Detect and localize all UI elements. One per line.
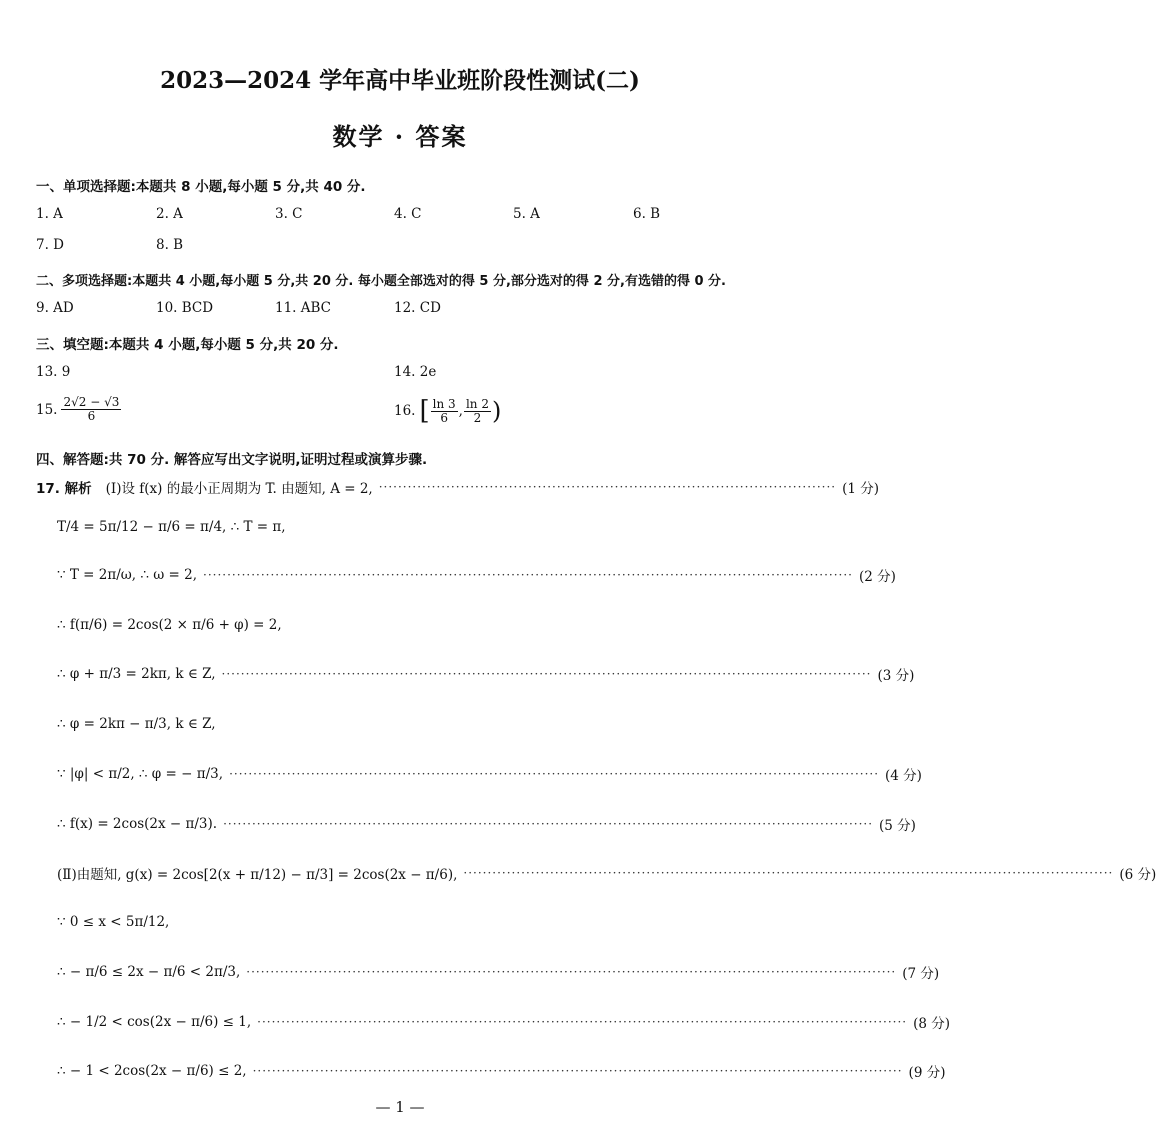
solution-text: (Ⅰ)设 f(x) 的最小正周期为 T. 由题知, A = 2,	[105, 481, 373, 497]
solution-text: ∵ |φ| < π/2, ∴ φ = − π/3,	[57, 766, 224, 782]
answer-10: 10. BCD	[156, 300, 214, 316]
solution-line-2	[57, 512, 764, 542]
solution-text: ∴ − 1 < 2cos(2x − π/6) ≤ 2,	[57, 1063, 247, 1079]
solution-text: ∴ f(x) = 2cos(2x − π/3).	[57, 816, 218, 832]
section3-heading: 三、填空题:本题共 4 小题,每小题 5 分,共 20 分.	[36, 337, 339, 353]
answer-5: 5. A	[513, 206, 540, 222]
answer-15-denominator: 6	[87, 409, 96, 423]
solution-line-7: ∵ |φ| < π/2, ∴ φ = − π/3, ······································································································································· (4 分)	[57, 766, 922, 784]
answer-15	[36, 396, 122, 423]
score-mark: (8 分)	[913, 1016, 951, 1032]
page-number: — 1 —	[375, 1098, 425, 1116]
answer-16-numerator-2: ln 2	[465, 396, 489, 411]
solution-line-3: ∵ T = 2π/ω, ∴ ω = 2, ······································································································································· (2 分)	[57, 567, 896, 585]
score-mark: (6 分)	[1119, 867, 1156, 883]
document-subtitle: 数学 · 答案	[332, 122, 468, 151]
answer-14: 14. 2e	[394, 364, 437, 380]
solution-line-13: ∴ − 1 < 2cos(2x − π/6) ≤ 2, ······································································································································· (9 分)	[57, 1063, 946, 1081]
solution-text: ∴ φ + π/3 = 2kπ, k ∈ Z,	[57, 666, 216, 682]
solution-text: (Ⅱ)由题知, g(x) = 2cos[2(x + π/12) − π/3] = 2cos(2x − π/6),	[57, 867, 458, 883]
solution-line-5: ∴ φ + π/3 = 2kπ, k ∈ Z, ······································································································································· (3 分)	[57, 666, 915, 684]
score-mark: (1 分)	[842, 481, 880, 497]
solution-line-9: (Ⅱ)由题知, g(x) = 2cos[2(x + π/12) − π/3] = 2cos(2x − π/6), ······································································································································· (6 分)	[57, 858, 764, 888]
answer-13: 13. 9	[36, 364, 71, 380]
answer-16-numerator-1: ln 3	[432, 396, 456, 411]
answer-16-label: 16.	[394, 403, 416, 419]
answer-4: 4. C	[394, 206, 422, 222]
answer-12: 12. CD	[394, 300, 441, 316]
answer-2: 2. A	[156, 206, 183, 222]
score-mark: (9 分)	[908, 1065, 946, 1081]
solution-text: ∴ φ = 2kπ − π/3, k ∈ Z,	[57, 716, 216, 732]
section1-heading: 一、单项选择题:本题共 8 小题,每小题 5 分,共 40 分.	[36, 179, 366, 195]
answer-16-fraction-2	[464, 398, 491, 425]
score-mark: (5 分)	[879, 818, 916, 834]
solution-line-11: ∴ − π/6 ≤ 2x − π/6 < 2π/3, ······································································································································· (7 分)	[57, 964, 940, 982]
solution-line-4	[57, 610, 764, 640]
answer-1: 1. A	[36, 206, 63, 222]
answer-6: 6. B	[633, 206, 661, 222]
answer-16-denominator-2: 2	[473, 410, 482, 425]
answer-8: 8. B	[156, 237, 184, 253]
solution-line-10	[57, 907, 764, 937]
solution-line-12: ∴ − 1/2 < cos(2x − π/6) ≤ 1, ······································································································································· (8 分)	[57, 1014, 951, 1032]
score-mark: (4 分)	[885, 768, 922, 784]
section2-heading: 二、多项选择题:本题共 4 小题,每小题 5 分,共 20 分. 每小题全部选对的得 5 分,部分选对的得 2 分,有选错的得 0 分.	[36, 274, 726, 289]
answer-16-fraction-1	[431, 398, 458, 425]
score-mark: (3 分)	[877, 668, 915, 684]
document-title: 2023—2024 学年高中毕业班阶段性测试(二)	[160, 67, 640, 94]
score-mark: (2 分)	[859, 569, 896, 585]
answer-3: 3. C	[275, 206, 303, 222]
answer-16: 16. [ $\frac{\ln 3}{6}$ , $\frac{\ln 2}{2}$ )	[394, 396, 502, 426]
answer-7: 7. D	[36, 237, 64, 253]
solution-line-6	[57, 709, 764, 739]
answer-15-label: 15.	[36, 401, 58, 418]
solution-text: T/4 = 5π/12 − π/6 = π/4, ∴ T = π,	[57, 519, 286, 535]
solution-line-8: ∴ f(x) = 2cos(2x − π/3). ······································································································································· (5 分)	[57, 816, 916, 834]
answer-15-numerator: 2√2 − √3	[63, 395, 120, 409]
solution-text: ∴ − π/6 ≤ 2x − π/6 < 2π/3,	[57, 964, 241, 980]
answer-11: 11. ABC	[275, 300, 332, 316]
answer-9: 9. AD	[36, 300, 74, 316]
solution-text: ∴ − 1/2 < cos(2x − π/6) ≤ 1,	[57, 1014, 252, 1030]
question-17-label: 17. 解析	[36, 481, 92, 497]
score-mark: (7 分)	[902, 966, 940, 982]
section4-heading: 四、解答题:共 70 分. 解答应写出文字说明,证明过程或演算步骤.	[36, 452, 428, 468]
solution-line-1: 17. 解析 (Ⅰ)设 f(x) 的最小正周期为 T. 由题知, A = 2, ······························································································· (1 分)	[36, 472, 764, 502]
solution-text: ∴ f(π/6) = 2cos(2 × π/6 + φ) = 2,	[57, 617, 282, 633]
solution-text: ∵ T = 2π/ω, ∴ ω = 2,	[57, 567, 198, 583]
answer-16-denominator-1: 6	[440, 410, 448, 425]
solution-text: ∵ 0 ≤ x < 5π/12,	[57, 914, 170, 930]
answer-15-fraction	[61, 396, 121, 423]
